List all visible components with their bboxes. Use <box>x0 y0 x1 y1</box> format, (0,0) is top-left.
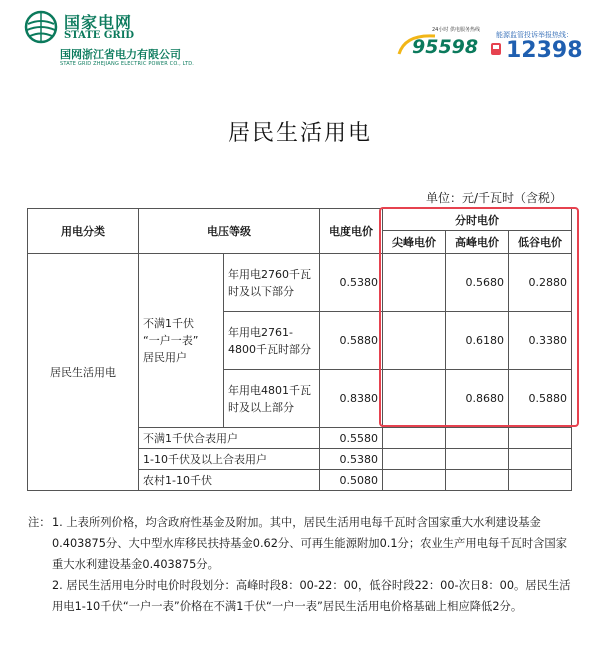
price-table <box>27 208 572 491</box>
other-price: 0.5580 <box>320 428 383 449</box>
note-item: 1. 上表所列价格，均含政府性基金及附加。其中，居民生活用电每千瓦时含国家重大水利建设基金0.403875分、大中型水库移民扶持基金0.62分、可再生能源附加0.1分；农业生产用电每千瓦时含国家重大水利建设基金0.403875分。 <box>52 516 568 571</box>
tier-valley: 0.3380 <box>509 312 572 370</box>
unit-label: 单位：元/千瓦时（含税） <box>425 191 562 205</box>
tier-price: 0.5380 <box>320 254 383 312</box>
tier-price: 0.8380 <box>320 370 383 428</box>
tier-label: 年用电4801千瓦时及以上部分 <box>224 370 320 428</box>
tier-label: 年用电2760千瓦时及以下部分 <box>224 254 320 312</box>
tier-peak-top <box>383 370 446 428</box>
logo-name-cn: 国家电网 <box>64 13 133 32</box>
note-item: 2. 居民生活用电分时电价时段划分：高峰时段8：00-22：00，低谷时段22：00-次日8：00。居民生活用电1-10千伏“一户一表”价格在不满1千伏“一户一表”居民生活用电价格基础上相应降低2分。 <box>52 579 571 613</box>
company-name-cn: 国网浙江省电力有限公司 <box>60 48 181 61</box>
other-label: 1-10千伏及以上合表用户 <box>139 449 320 470</box>
group-label-cell: 不满1千伏 “一户一表” 居民用户 <box>139 254 224 428</box>
page-title: 居民生活用电 <box>227 121 372 146</box>
notes-prefix: 注： <box>28 516 51 529</box>
letterhead <box>0 0 600 78</box>
header-peak-top: 尖峰电价 <box>383 231 446 254</box>
table-row <box>28 254 572 312</box>
tier-price: 0.5880 <box>320 312 383 370</box>
logo-name-en: STATE GRID <box>64 30 135 41</box>
header-tou: 分时电价 <box>383 209 572 231</box>
notes <box>28 512 578 617</box>
tier-valley: 0.5880 <box>509 370 572 428</box>
other-price: 0.5080 <box>320 470 383 491</box>
hotline-95598-tag: 24小时 供电服务热线 <box>432 27 480 33</box>
header-peak: 高峰电价 <box>446 231 509 254</box>
tier-peak: 0.6180 <box>446 312 509 370</box>
hotline-95598-number: 95598 <box>412 36 479 58</box>
tier-peak-top <box>383 312 446 370</box>
hotline-12398-caption: 能源监管投诉举报热线： <box>496 31 573 39</box>
company-name-en: STATE GRID ZHEJIANG ELECTRIC POWER CO., LTD. <box>60 61 195 67</box>
other-label: 农村1-10千伏 <box>139 470 320 491</box>
header-valley: 低谷电价 <box>509 231 572 254</box>
state-grid-globe-logo <box>24 10 58 44</box>
tier-peak: 0.5680 <box>446 254 509 312</box>
tier-valley: 0.2880 <box>509 254 572 312</box>
tier-peak: 0.8680 <box>446 370 509 428</box>
category-cell: 居民生活用电 <box>28 254 139 491</box>
other-label: 不满1千伏合表用户 <box>139 428 320 449</box>
tier-peak-top <box>383 254 446 312</box>
other-price: 0.5380 <box>320 449 383 470</box>
header-voltage: 电压等级 <box>139 209 320 254</box>
header-price: 电度电价 <box>320 209 383 254</box>
phone-icon <box>490 42 502 56</box>
header-category: 用电分类 <box>28 209 139 254</box>
hotline-12398-number: 12398 <box>506 38 583 63</box>
tier-label: 年用电2761-4800千瓦时部分 <box>224 312 320 370</box>
